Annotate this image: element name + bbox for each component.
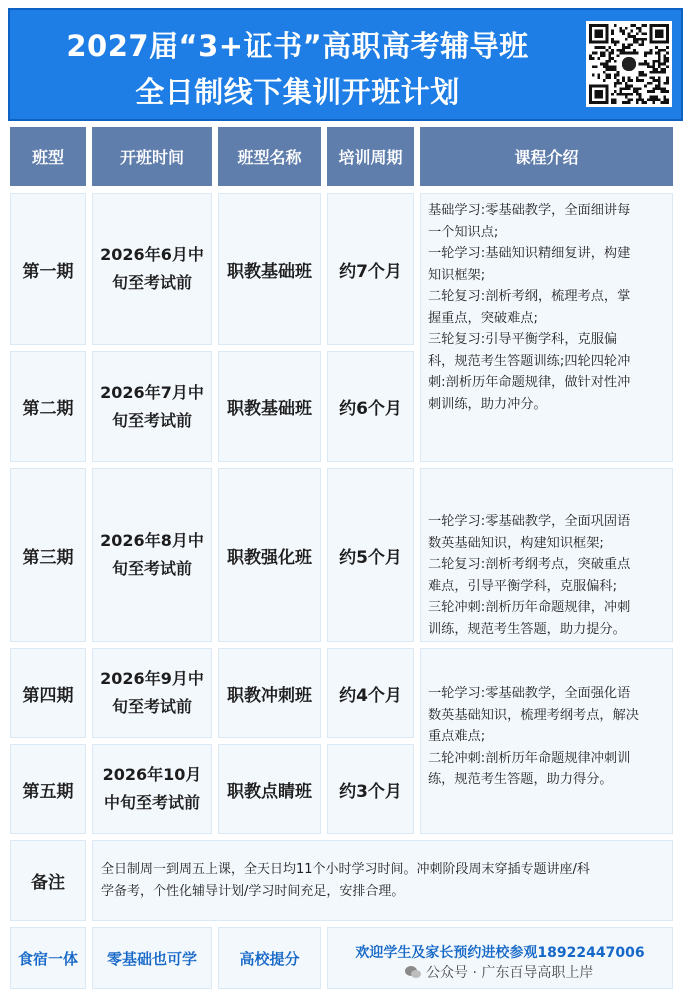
page-subtitle: 全日制线下集训开班计划 xyxy=(135,75,460,109)
class-name: 职教基础班 xyxy=(218,351,321,462)
watermark xyxy=(404,962,593,982)
class-name: 职教点睛班 xyxy=(218,744,321,834)
start-time: 2026年10月中旬至考试前 xyxy=(92,744,212,834)
footer-contact: 欢迎学生及家长预约进校参观18922447006 xyxy=(327,927,673,989)
col-header-start-time: 开班时间 xyxy=(92,127,212,186)
class-name: 职教基础班 xyxy=(218,193,321,345)
qr-code-icon xyxy=(586,21,672,107)
training-period: 约4个月 xyxy=(327,648,414,738)
course-description: 一轮学习:零基础教学，全面强化语 数英基础知识，梳理考纲考点，解决 重点难点; 二轮冲刺:剖析历年命题规律冲刺训 练，规范考生答题，助力得分。 xyxy=(420,648,673,834)
row-label: 第二期 xyxy=(10,351,86,462)
row-label: 第五期 xyxy=(10,744,86,834)
class-name: 职教冲刺班 xyxy=(218,648,321,738)
footer-feature: 零基础也可学 xyxy=(92,927,212,989)
wechat-icon xyxy=(404,965,422,979)
course-description: 基础学习:零基础教学，全面细讲每 一个知识点; 一轮学习:基础知识精细复讲，构建 知识框架; 二轮复习:剖析考纲，梳理考点，掌 握重点，突破难点; 三轮复习:引导平衡学科，克服偏 科，规范考生答题训练;四轮四轮冲 刺:剖析历年命题规律，做针对性冲 刺训练，助力冲分。 xyxy=(420,193,673,462)
col-header-course-intro: 课程介绍 xyxy=(420,127,673,186)
note-label: 备注 xyxy=(10,840,86,921)
footer-feature: 高校提分 xyxy=(218,927,321,989)
training-period: 约6个月 xyxy=(327,351,414,462)
training-period: 约7个月 xyxy=(327,193,414,345)
title-banner xyxy=(8,8,683,121)
start-time: 2026年7月中旬至考试前 xyxy=(92,351,212,462)
footer-feature: 食宿一体 xyxy=(10,927,86,989)
row-label: 第一期 xyxy=(10,193,86,345)
col-header-period: 培训周期 xyxy=(327,127,414,186)
training-period: 约5个月 xyxy=(327,468,414,642)
row-label: 第三期 xyxy=(10,468,86,642)
start-time: 2026年8月中旬至考试前 xyxy=(92,468,212,642)
col-header-type: 班型 xyxy=(10,127,86,186)
page-title: 2027届“3+证书”高职高考辅导班 xyxy=(66,29,529,63)
class-name: 职教强化班 xyxy=(218,468,321,642)
course-description: 一轮学习:零基础教学，全面巩固语 数英基础知识，构建知识框架; 二轮复习:剖析考纲考点，突破重点 难点，引导平衡学科，克服偏科; 三轮冲刺:剖析历年命题规律，冲刺 训练，规范考生答题，助力提分。 xyxy=(420,468,673,642)
note-text: 全日制周一到周五上课，全天日均11个小时学习时间。冲刺阶段周末穿插专题讲座/科 学备考，个性化辅导计划/学习时间充足，安排合理。 xyxy=(92,840,673,921)
start-time: 2026年9月中旬至考试前 xyxy=(92,648,212,738)
col-header-class-name: 班型名称 xyxy=(218,127,321,186)
training-period: 约3个月 xyxy=(327,744,414,834)
watermark-text: 公众号 · 广东百导高职上岸 xyxy=(426,965,594,981)
start-time: 2026年6月中旬至考试前 xyxy=(92,193,212,345)
row-label: 第四期 xyxy=(10,648,86,738)
